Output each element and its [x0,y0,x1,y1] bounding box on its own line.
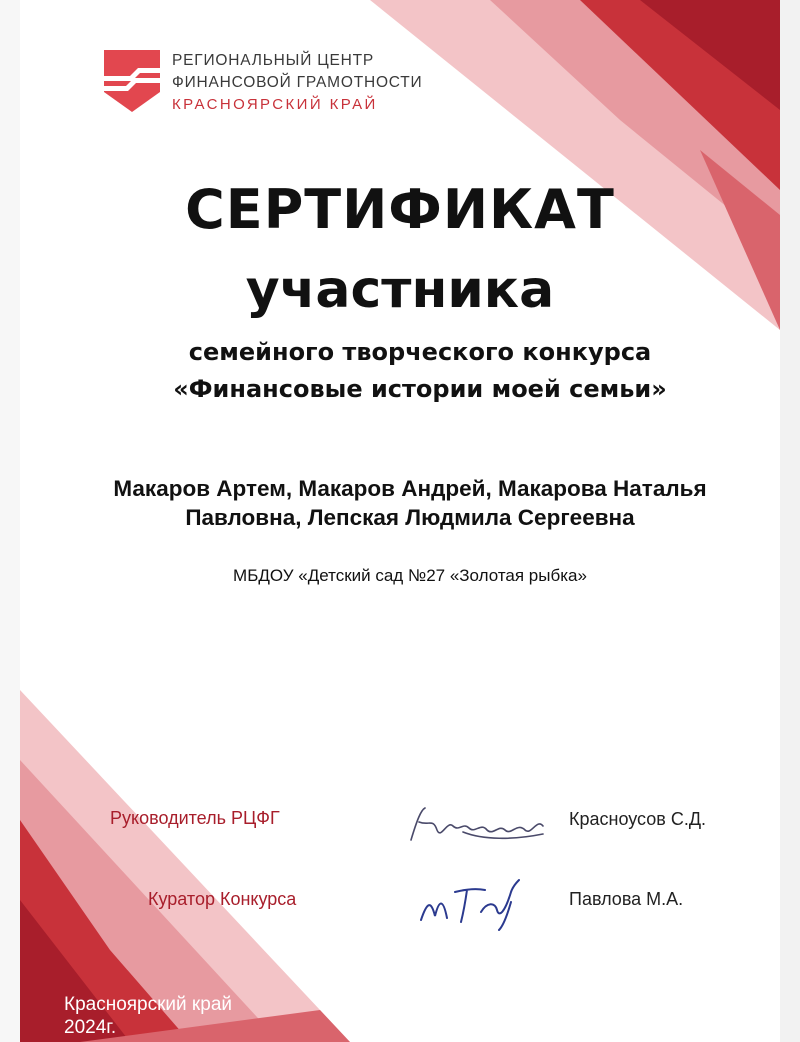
page-edge-left [0,0,20,1042]
page-edge-right [780,0,800,1042]
curator-name: Павлова М.А. [569,889,684,909]
logo-text-region: КРАСНОЯРСКИЙ КРАЙ [172,96,378,113]
certificate-page [20,0,780,1042]
organization-name: МБДОУ «Детский сад №27 «Золотая рыбка» [233,566,587,585]
logo-text-line1: РЕГИОНАЛЬНЫЙ ЦЕНТР [172,52,375,69]
certificate-title: СЕРТИФИКАТ [185,178,615,241]
footer-region: Красноярский край [64,994,232,1015]
participant-names: Макаров Артем, Макаров Андрей, Макарова Наталья Павловна, Лепская Людмила Сергеевна [113,476,707,530]
head-name: Красноусов С.Д. [569,809,707,829]
handwritten-signature-curator [415,872,535,932]
handwritten-signature-head [403,800,553,850]
role-head-label: Руководитель РЦФГ [110,808,280,828]
logo-text-line2: ФИНАНСОВОЙ ГРАМОТНОСТИ [172,74,423,91]
contest-subtitle: семейного творческого конкурса [188,338,652,366]
contest-name: «Финансовые истории моей семьи» [173,375,667,403]
role-curator-label: Куратор Конкурса [148,889,297,909]
certificate-title-participant: участника [245,260,555,320]
rcfg-logo-icon [100,46,164,114]
footer-year: 2024г. [64,1017,117,1038]
